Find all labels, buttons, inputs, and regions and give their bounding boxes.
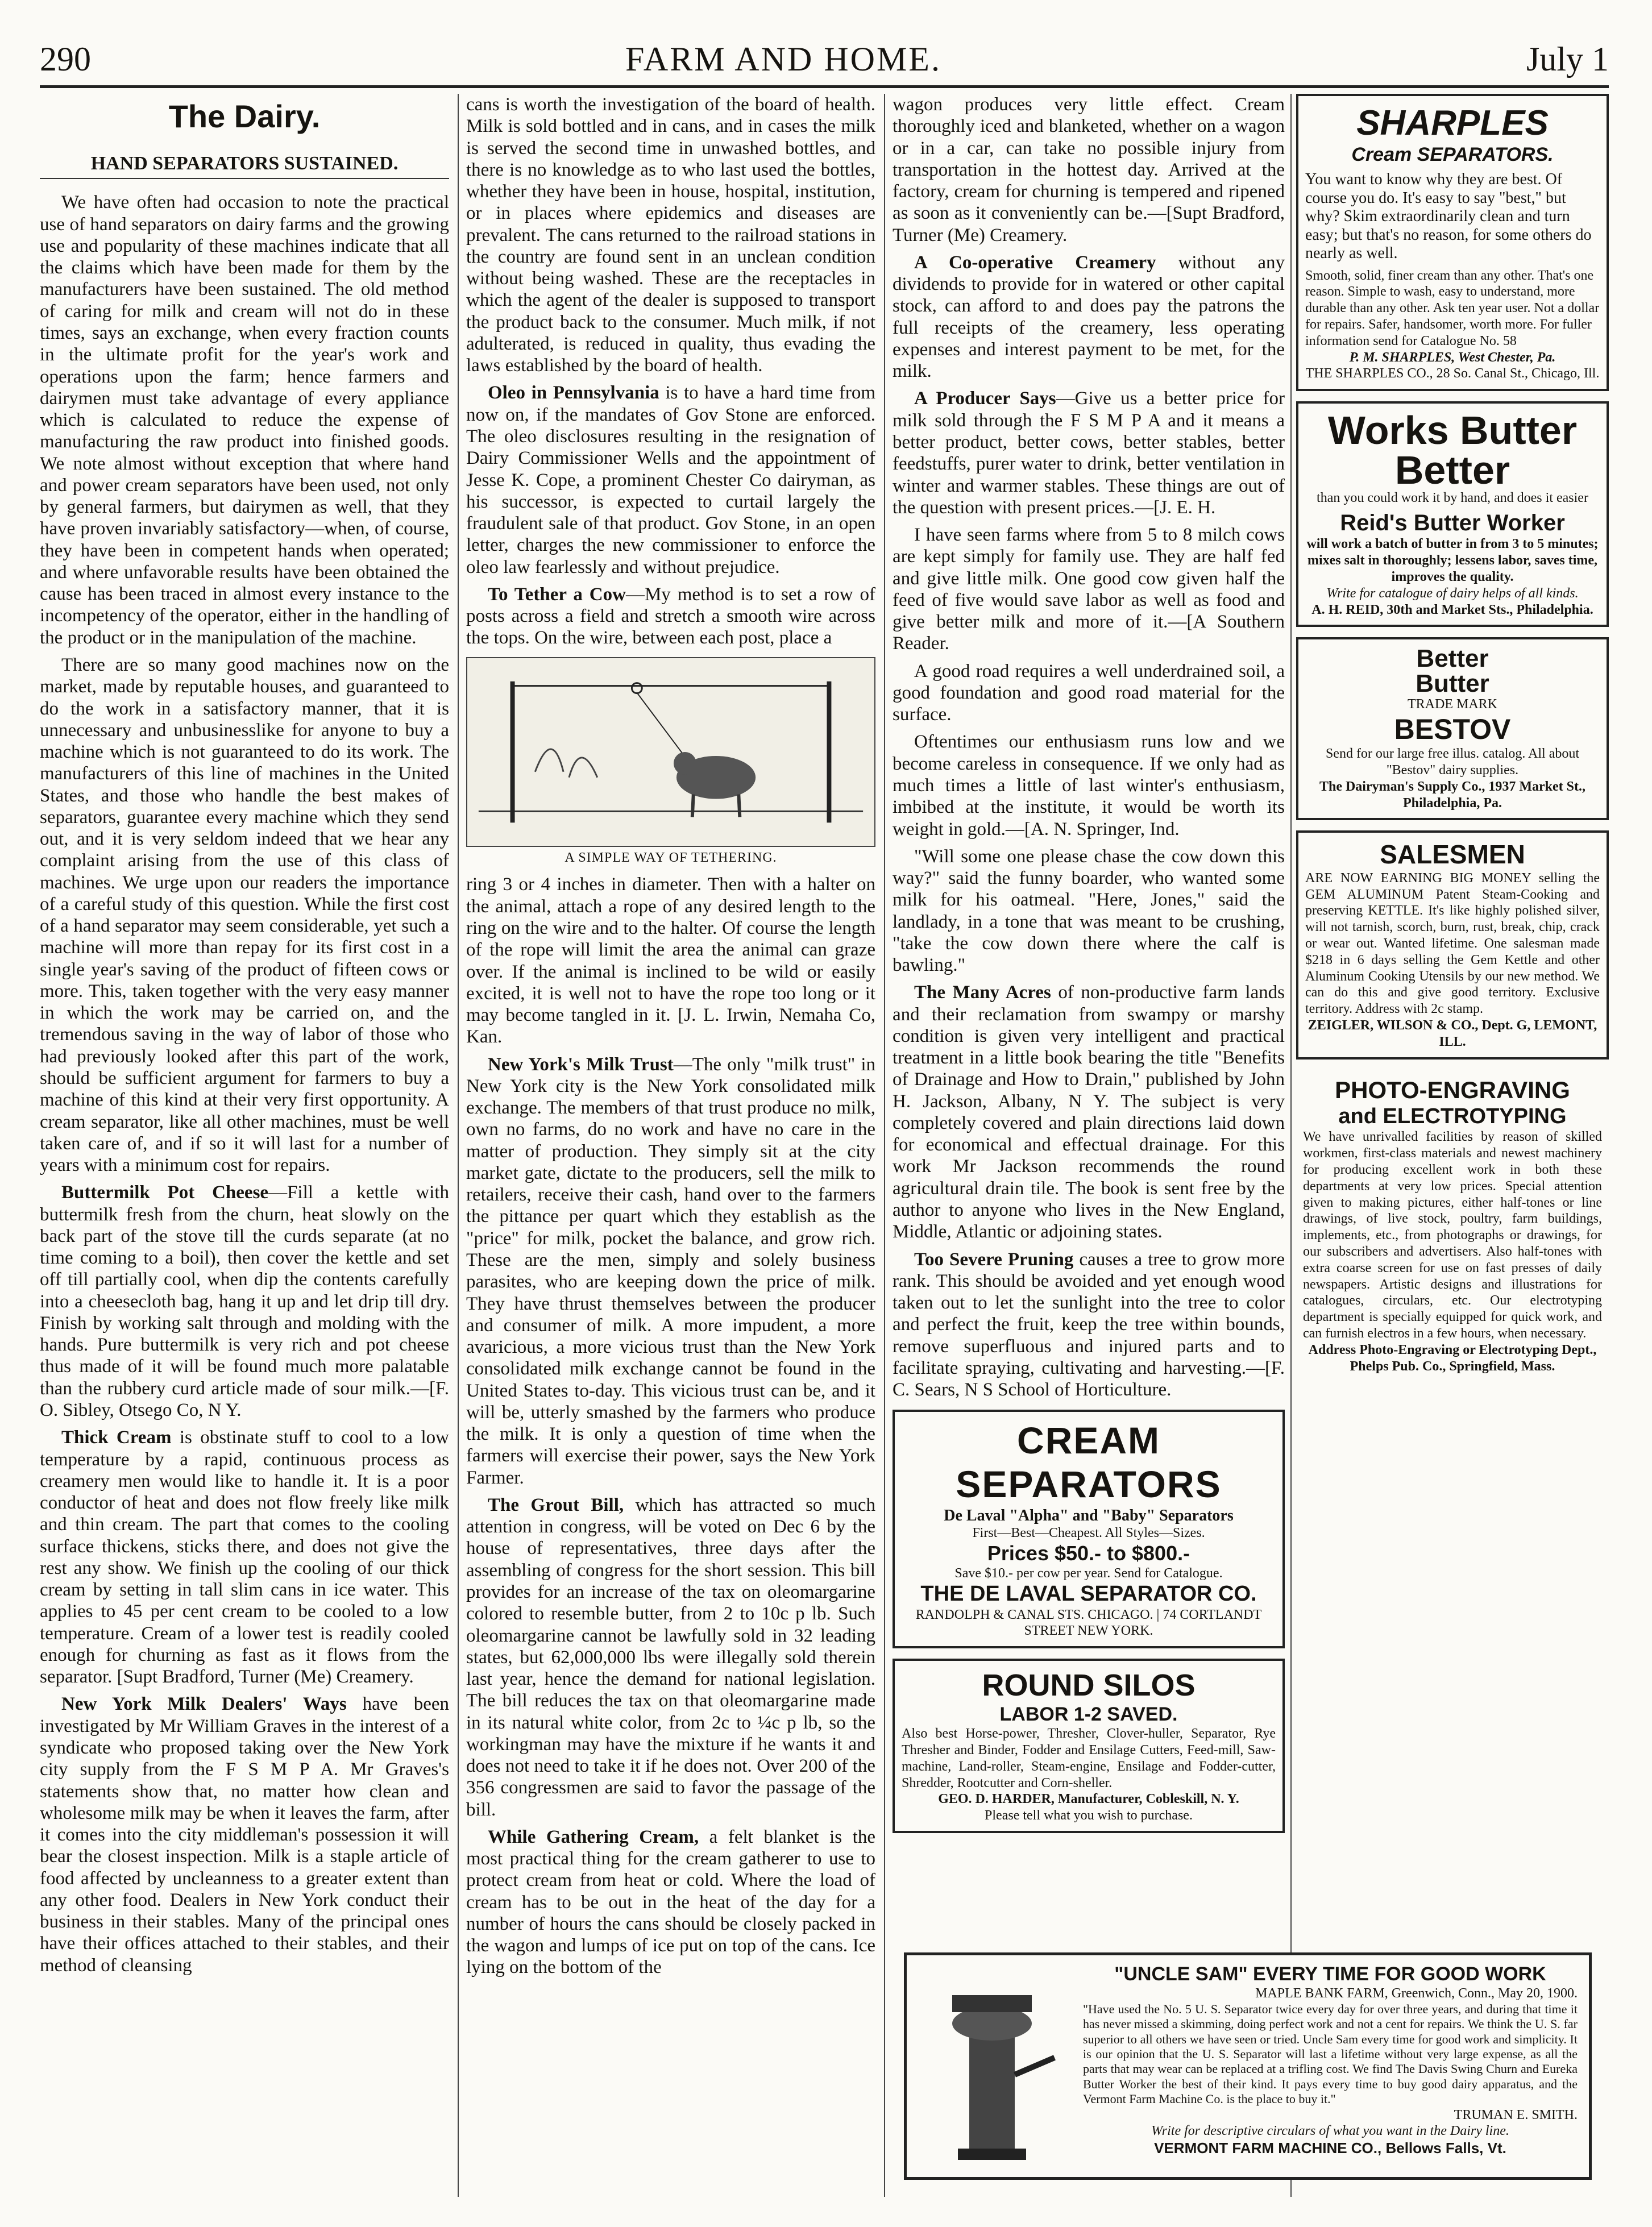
ad-sharples: SHARPLES Cream SEPARATORS. You want to know why they are best. Of course you do. It's easy to say "best," but why? Skim extraordinarily clean and turn easy; but that's no reason, for some others do nearly as well. Smooth, solid, finer cream than any other. That's one reason. Simple to wash, easy to understand, more durable than any other. Ask ten year user. Not a dollar for repairs. Safer, handsomer, worth more. For fuller information send for Catalogue No. 58 P. M. SHARPLES, West Chester, Pa. THE SHARPLES CO., 28 So. Canal St., Chicago, Ill. <box>1296 94 1609 391</box>
item-heading: New York Milk Dealers' Ways <box>61 1694 347 1715</box>
column-rule <box>884 94 885 2197</box>
cow-tether-drawing <box>467 658 874 846</box>
masthead-title: FARM AND HOME. <box>625 40 941 78</box>
article-paragraph: I have seen farms where from 5 to 8 milch cows are kept simply for family use. They are half fed and give little milk. One good cow given half the feed of five would save labor as well as food and give better milk and more of it.—[A Southern Reader. <box>893 525 1285 654</box>
ad-reid-butter-worker: Works Butter Better than you could work it by hand, and does it easier Reid's Butter Worker will work a batch of butter in from 3 to 5 minutes; mixes salt in thoroughly; lessens labor, saves time, improves the quality. Write for catalogue of dairy helps of all kinds. A. H. REID, 30th and Market Sts., Philadelphia. <box>1296 401 1609 627</box>
item-heading: Oleo in Pennsylvania <box>488 383 659 404</box>
ad-round-silos: ROUND SILOS LABOR 1-2 SAVED. Also best Horse-power, Thresher, Clover-huller, Separator, Rye Thresher and Binder, Fodder and Ensilage Cutters, Feed-mill, Saw-machine, Land-roller, Steam-engine, Ensilage and Fodder-cutter, Shredder, Rootcutter and Corn-sheller. GEO. D. HARDER, Manufacturer, Cobleskill, N. Y. Please tell what you wish to purchase. <box>893 1659 1285 1833</box>
item-heading: Too Severe Pruning <box>914 1249 1074 1270</box>
item-heading: A Producer Says <box>914 388 1056 409</box>
tethering-illustration <box>466 657 875 847</box>
item-heading: The Many Acres <box>914 982 1051 1003</box>
ad-cream-separators: CREAM SEPARATORS De Laval "Alpha" and "Baby" Separators First—Best—Cheapest. All Styles—Sizes. Prices $50.- to $800.- Save $10.- per cow per year. Send for Catalogue. THE DE LAVAL SEPARATOR CO. RANDOLPH & CANAL STS. CHICAGO. | 74 CORTLANDT STREET NEW YORK. <box>893 1410 1285 1648</box>
article-paragraph: New York Milk Dealers' Ways have been investigated by Mr William Graves in the interest of a syndicate who proposed taking over the New York city supply from the F S M P A. Mr Graves's statements show that, no matter how clean and wholesome milk may be when it leaves the farm, after it comes into the city middleman's possession it will bear the closest inspection. Milk is a staple article of food affected by uncleanness to a greater extent than any other food. Dealers in New York conduct their business in their stables. Many of the principal ones have their offices attached to their stables, and their method of cleansing <box>40 1694 449 1976</box>
article-paragraph: A Producer Says—Give us a better price for milk sold through the F S M P A and it means a better product, better cows, better stables, better feedstuffs, purer water to drink, better ventilation in winter and warmer stables. These things are out of the question with present prices.—[J. E. H. <box>893 388 1285 518</box>
separator-illustration <box>918 1972 1066 2166</box>
page-header <box>40 34 1609 88</box>
item-heading: Thick Cream <box>61 1427 172 1448</box>
column-rule <box>458 94 459 2197</box>
article-heading: HAND SEPARATORS SUSTAINED. <box>40 152 449 179</box>
ad-photo-engraving: PHOTO-ENGRAVING and ELECTROTYPING We have unrivalled facilities by reason of skilled workmen, first-class materials and newest machinery for producing excellent work in both these departments at very low prices. Special attention given to making pictures, either half-tones or line drawings, of live stock, poultry, farm buildings, implements, etc., from photographs or drawings, for our subscribers and advertisers. Also half-tones with extra coarse screen for use on fast presses of daily newspapers. Artistic designs and illustrations for catalogues, circulars, etc. Our electrotyping department is specially equipped for quick work, and can furnish electros in a few hours, when necessary. Address Photo-Engraving or Electrotyping Dept., Phelps Pub. Co., Springfield, Mass. <box>1296 1070 1609 1382</box>
item-heading: The Grout Bill, <box>488 1494 624 1515</box>
article-paragraph: Buttermilk Pot Cheese—Fill a kettle with buttermilk fresh from the churn, heat slowly on the back part of the stove till the curds separate (at no time coming to a boil), then cover the kettle and set off till partially cool, when dip the contents carefully into a cheesecloth bag, hang it up and let drip till dry. Finish by working salt through and molding with the hands. Pure buttermilk is very rich and pot cheese thus made of it will be found much more palatable than the rubbery curd article made of sour milk.—[F. O. Sibley, Otsego Co, N Y. <box>40 1182 449 1420</box>
column-4 <box>1296 94 1609 2197</box>
article-paragraph: To Tether a Cow—My method is to set a row of posts across a field and stretch a smooth wire across the tops. On the wire, between each post, place a <box>466 584 875 649</box>
item-heading: While Gathering Cream, <box>488 1826 699 1847</box>
ad-uncle-sam: "UNCLE SAM" EVERY TIME FOR GOOD WORK MAPLE BANK FARM, Greenwich, Conn., May 20, 1900. "Have used the No. 5 U. S. Separator twice every day for over three years, and during that time it has never missed a skimming, doing perfect work and not a cent for repairs. We think the U. S. far superior to all others we have seen or tried. Uncle Sam every time for good work and simplicity. It is our opinion that the U. S. Separator will last a lifetime without very large expense, as all the parts that may wear can be replaced at a trifling cost. We find The Davis Swing Churn and Eureka Butter Worker the best of their kind. It pays every time to buy good dairy apparatus, and the Vermont Farm Machine Co. is the place to buy it." TRUMAN E. SMITH. Write for descriptive circulars of what you want in the Dairy line. VERMONT FARM MACHINE CO., Bellows Falls, Vt. <box>904 1952 1592 2180</box>
figure-caption: A SIMPLE WAY OF TETHERING. <box>564 850 777 865</box>
column-rule <box>1290 94 1292 2197</box>
article-paragraph: Too Severe Pruning causes a tree to grow more rank. This should be avoided and yet enough wood taken out to let the sunlight into the tree to color and perfect the fruit, keep the tree within bounds, remove superfluous and injured parts and to facilitate spraying, cultivating and harvesting.—[F. C. Sears, N S School of Horticulture. <box>893 1249 1285 1401</box>
section-title: The Dairy. <box>168 98 321 134</box>
article-paragraph: There are so many good machines now on the market, made by reputable houses, and guaranteed to do the work in a satisfactory manner, that it is unnecessary and unbusinesslike for anyone to buy a machine which is not guaranteed to do its work. The manufacturers of this line of machines in the United States, and those who handle the best makes of separators, guarantee every machine which they send out, and it is very seldom indeed that we hear any complaint arising from the use of this class of machines. We urge upon our readers the importance of a careful study of this question. While the first cost of a hand separator may seem considerable, yet such a machine will more than repay for its first cost in a single year's saving of the product of fifteen cows or more. This, taken together with the very easy manner in which the work may be carried on, and the tremendous saving in the way of labor of those who had previously looked after this part of the work, should be sufficient argument for farmers to buy a machine of this kind at their very first opportunity. A cream separator, like all other machines, must be well taken care of, and if so it will last for a number of years with a minimum cost for repairs. <box>40 654 449 1176</box>
article-paragraph: Oleo in Pennsylvania is to have a hard time from now on, if the mandates of Gov Stone are enforced. The oleo disclosures resulting in the resignation of Dairy Commissioner Wells and the appointment of Jesse K. Cope, a prominent Chester Co dairyman, as his successor, is expected to curtail largely the fraudulent sale of that product. Gov Stone, in an open letter, charges the new commissioner to enforce the oleo law fearlessly and without prejudice. <box>466 383 875 577</box>
newspaper-page <box>40 94 1609 2197</box>
item-heading: To Tether a Cow <box>488 584 626 605</box>
page-number: 290 <box>40 40 91 78</box>
column-1 <box>40 94 449 2197</box>
article-paragraph: The Many Acres of non-productive farm lands and their reclamation from swampy or marshy condition is given very intelligent and practical treatment in a little book bearing the title "Benefits of Drainage and How to Drain," published by John H. Jackson, Albany, N Y. The subject is very completely covered and plain directions laid down for economical and effectual drainage. For this work Mr Jackson recommends the round agricultural drain tile. The book is sent free by the author to anyone who lives in the New England, Middle, Atlantic or adjoining states. <box>893 982 1285 1243</box>
column-2 <box>466 94 875 2197</box>
ad-salesmen: SALESMEN ARE NOW EARNING BIG MONEY selling the GEM ALUMINUM Patent Steam-Cooking and preserving KETTLE. It's like highly polished silver, will not tarnish, scorch, burn, rust, break, chip, crack or wear out. Wanted lifetime. One salesman made $218 in 6 days selling the Gem Kettle and other Aluminum Cooking Utensils by our new method. We can do this and give good territory. Exclusive territory. Address with 2c stamp. ZEIGLER, WILSON & CO., Dept. G, LEMONT, ILL. <box>1296 830 1609 1059</box>
article-paragraph: Oftentimes our enthusiasm runs low and we become careless in consequence. If we only had as much times a little of last winter's enthusiasm, imbibed at the institute, it would be worth its weight in gold.—[A. N. Springer, Ind. <box>893 732 1285 840</box>
article-paragraph: A Co-operative Creamery without any dividends to provide for in watered or other capital stock, can afford to and does pay the patrons the full receipts of the creamery, less operating expenses and interest payment to be met, for the milk. <box>893 252 1285 382</box>
issue-date: July 1 <box>1526 40 1609 78</box>
separator-drawing <box>918 1972 1066 2166</box>
article-paragraph: cans is worth the investigation of the board of health. Milk is sold bottled and in cans, and in cases the milk is served the second time in unwashed bottles, and there is no knowledge as to who last used the bottles, whether they have been in house, hospital, institution, or in places where epidemics and diseases are prevalent. The cans returned to the railroad stations in the country are found sent in an unclean condition without being washed. These are the receptacles in which the agent of the dealer is supposed to transport the product back to the consumer. Much milk, if not adulterated, is reduced in quality, thus evading the laws established by the board of health. <box>466 94 875 376</box>
article-paragraph: We have often had occasion to note the practical use of hand separators on dairy farms and the growing use and popularity of these machines indicate that all the claims which have been made for them by the manufacturers have been sustained. The old method of caring for milk and cream will not do in these times, says an exchange, when every fraction counts in the ultimate profit for the year's work and operations upon the farm; hence farmers and dairymen must take advantage of every appliance which is calculated to reduce the expense of manufacturing the raw product into finished goods. We note almost without exception that where hand and power cream separators have been used, not only by general farmers, but dairymen as well, that they have proven invariably satisfactory—when, of course, they have been in competent hands when operated; and where unfavorable results have been obtained the cause has been traced in almost every instance to the incompetency of the operator, either in the handling of the product or in the manipulation of the machine. <box>40 192 449 648</box>
item-heading: A Co-operative Creamery <box>914 252 1156 273</box>
item-heading: Buttermilk Pot Cheese <box>61 1182 269 1203</box>
column-3 <box>893 94 1285 2197</box>
article-paragraph: wagon produces very little effect. Cream thoroughly iced and blanketed, whether on a wagon or in a car, can take no possible injury from transportation in the hottest day. Arrived at the factory, cream for churning is tempered and ripened as soon as it conveniently can be.—[Supt Bradford, Turner (Me) Creamery. <box>893 94 1285 246</box>
article-paragraph: A good road requires a well underdrained soil, a good foundation and good road material for the surface. <box>893 660 1285 725</box>
ad-bestov: Better Butter TRADE MARK BESTOV Send for our large free illus. catalog. All about "Bestov" dairy supplies. The Dairyman's Supply Co., 1937 Market St., Philadelphia, Pa. <box>1296 637 1609 820</box>
article-paragraph: The Grout Bill, which has attracted so much attention in congress, will be voted on Dec 6 by the house of representatives, three days after the assembling of congress for the short session. This bill provides for an increase of the tax on oleomargarine colored to resemble butter, from 2 to 10c p lb. Such oleomargarine cannot be lawfully sold in 32 leading states, but 62,000,000 lbs were illegally sold therein last year, hence the demand for national legislation. The bill reduces the tax on that oleomargarine made in its natural white color, from 2c to ¼c p lb, so the workingman may have the mixture if he wants it and does not need to take it if he does not. Over 200 of the 356 congressmen are said to favor the passage of the bill. <box>466 1494 875 1820</box>
article-paragraph: "Will some one please chase the cow down this way?" said the funny boarder, who wanted some milk for his oatmeal. "Here, Jones," said the landlady, in a tone that was meant to be crushing, "take the cow down there where the calf is bawling." <box>893 846 1285 976</box>
item-heading: New York's Milk Trust <box>488 1054 674 1075</box>
article-paragraph: ring 3 or 4 inches in diameter. Then with a halter on the animal, attach a rope of any desired length to the ring on the wire and to the halter. Of course the length of the rope will limit the area the animal can graze over. If the animal is inclined to be wild or easily excited, it is well not to have the rope too long or it may become tangled in it. [J. L. Irwin, Nemaha Co, Kan. <box>466 874 875 1048</box>
article-paragraph: While Gathering Cream, a felt blanket is the most practical thing for the cream gatherer to use to protect cream from heat or cold. Where the load of cream has to be out in the heat of the day for a number of hours the cans should be closely packed in the wagon and lumps of ice put on top of the cans. Ice lying on the bottom of the <box>466 1826 875 1978</box>
article-paragraph: Thick Cream is obstinate stuff to cool to a low temperature by a rapid, continuous process as creamery men would like to handle it. It is a poor conductor of heat and does not flow freely like milk and thin cream. The part that comes to the cooling surface thickens, sticks there, and does not give the rest any show. We finish up the cooling of our thick cream by setting in tall slim cans in ice water. This applies to 45 per cent cream to be cooled to a low temperature. Cream of a lower test is readily cooled enough for churning as fast as it flows from the separator. [Supt Bradford, Turner (Me) Creamery. <box>40 1427 449 1688</box>
article-paragraph: New York's Milk Trust—The only "milk trust" in New York city is the New York consolidated milk exchange. The members of that trust produce no milk, own no farms, do no work and have no care in the matter of production. They simply sit at the city market gate, dictate to the producers, sell the milk to retailers, receive their cash, hand over to the farmers the pittance per quart which they establish as the "price" for milk, pocket the balance, and grow rich. These are the men, simply and solely business parasites, who are keeping down the price of milk. They have thrust themselves between the producer and consumer of milk. A more impudent, a more avaricious, a more vicious trust than the New York consolidated milk exchange cannot be found in the United States to-day. This vicious trust can be, and it will be, utterly smashed by the farmers who produce the milk. It is only a question of time when the farmers will exercise their power, says the New York Farmer. <box>466 1054 875 1488</box>
